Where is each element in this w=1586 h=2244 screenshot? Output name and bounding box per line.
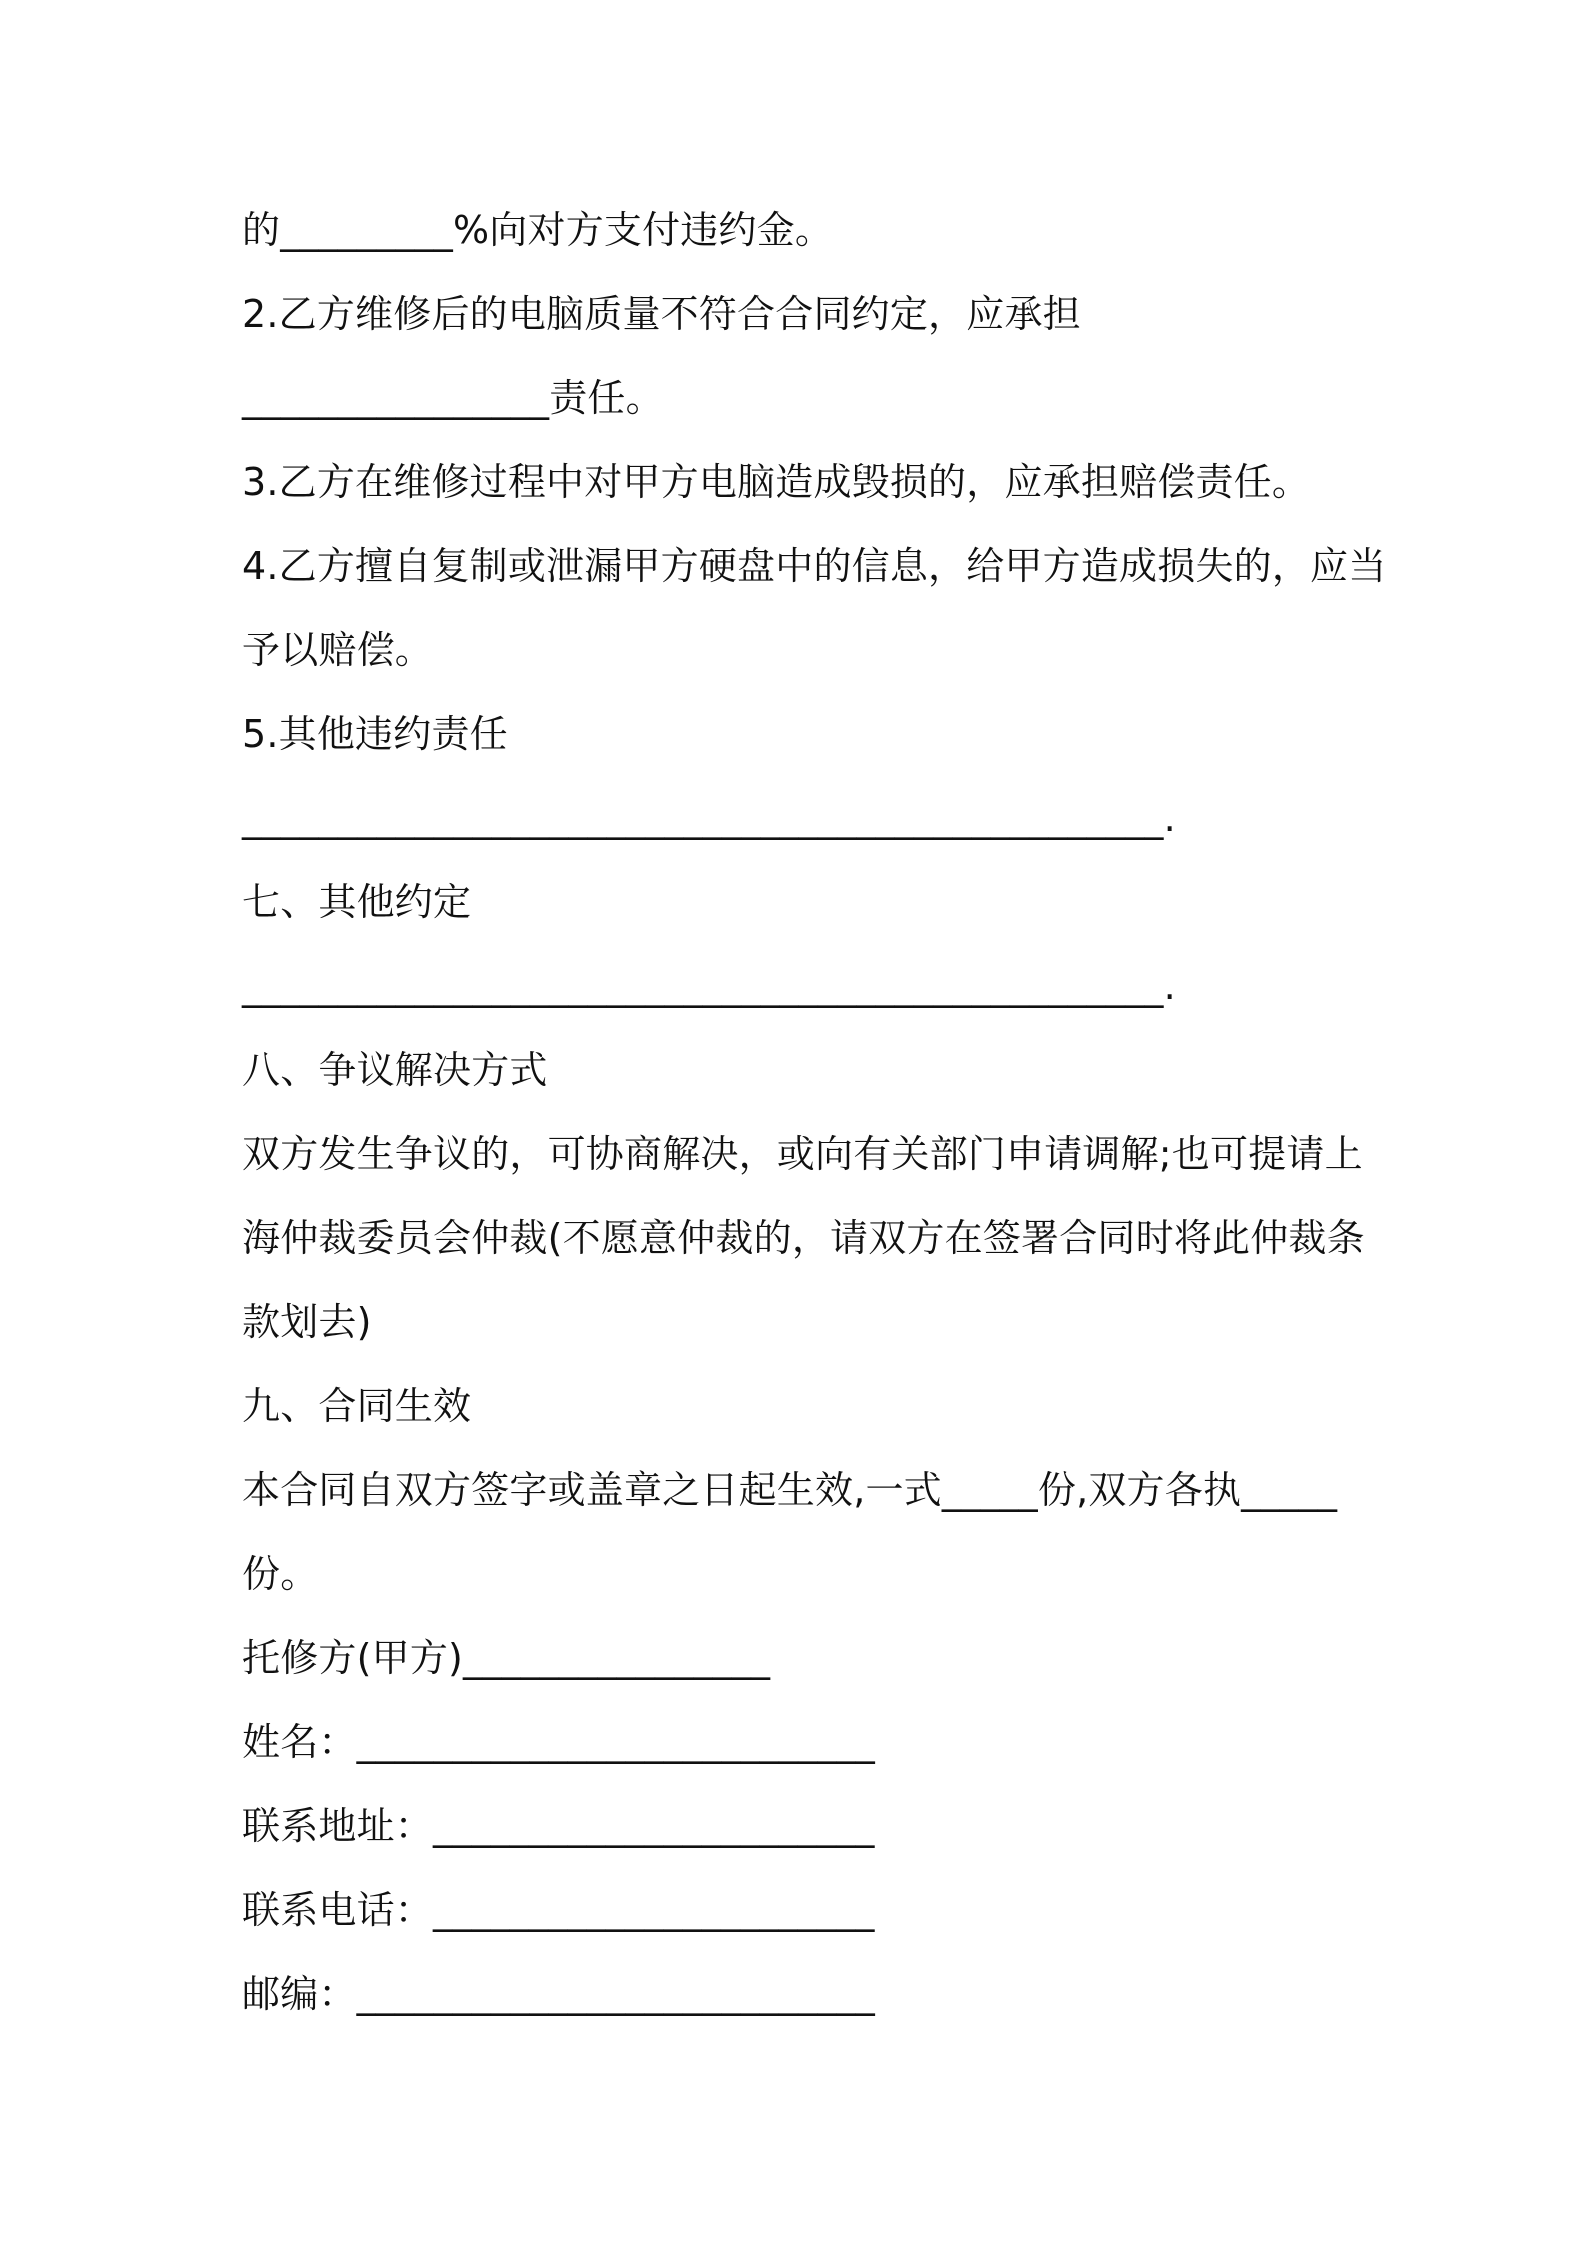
postal-code-field: 邮编：___________________________	[242, 1972, 876, 2016]
clause-3-damage-compensation: 3.乙方在维修过程中对甲方电脑造成毁损的，应承担赔偿责任。	[242, 460, 1311, 504]
section-9-heading: 九、合同生效	[242, 1384, 472, 1428]
effectiveness-line-1: 本合同自双方签字或盖章之日起生效,一式_____份,双方各执_____	[242, 1468, 1338, 1512]
breach-penalty-continuation: 的_________%向对方支付违约金。	[242, 208, 834, 252]
clause-2-liability-blank: ________________责任。	[242, 376, 664, 420]
client-party-field: 托修方(甲方)________________	[242, 1636, 771, 1680]
dispute-resolution-line-2: 海仲裁委员会仲裁(不愿意仲裁的，请双方在签署合同时将此仲裁条	[242, 1216, 1365, 1260]
clause-4-data-leak-line-2: 予以赔偿。	[242, 628, 434, 672]
contact-address-field: 联系地址：_______________________	[242, 1804, 875, 1848]
clause-5-other-liability: 5.其他违约责任	[242, 712, 508, 756]
section-7-heading: 七、其他约定	[242, 880, 472, 924]
dispute-resolution-line-3: 款划去)	[242, 1300, 372, 1344]
effectiveness-line-2: 份。	[242, 1552, 319, 1596]
section-7-blank-line: ________________________________________________.	[242, 964, 1176, 1008]
name-field: 姓名：___________________________	[242, 1720, 876, 1764]
clause-2-repair-quality: 2.乙方维修后的电脑质量不符合合同约定，应承担	[242, 292, 1081, 336]
contact-phone-field: 联系电话：_______________________	[242, 1888, 875, 1932]
dispute-resolution-line-1: 双方发生争议的，可协商解决，或向有关部门申请调解;也可提请上	[242, 1132, 1363, 1176]
clause-5-blank-line: ________________________________________________.	[242, 796, 1176, 840]
section-8-heading: 八、争议解决方式	[242, 1048, 548, 1092]
clause-4-data-leak-line-1: 4.乙方擅自复制或泄漏甲方硬盘中的信息，给甲方造成损失的，应当	[242, 544, 1387, 588]
